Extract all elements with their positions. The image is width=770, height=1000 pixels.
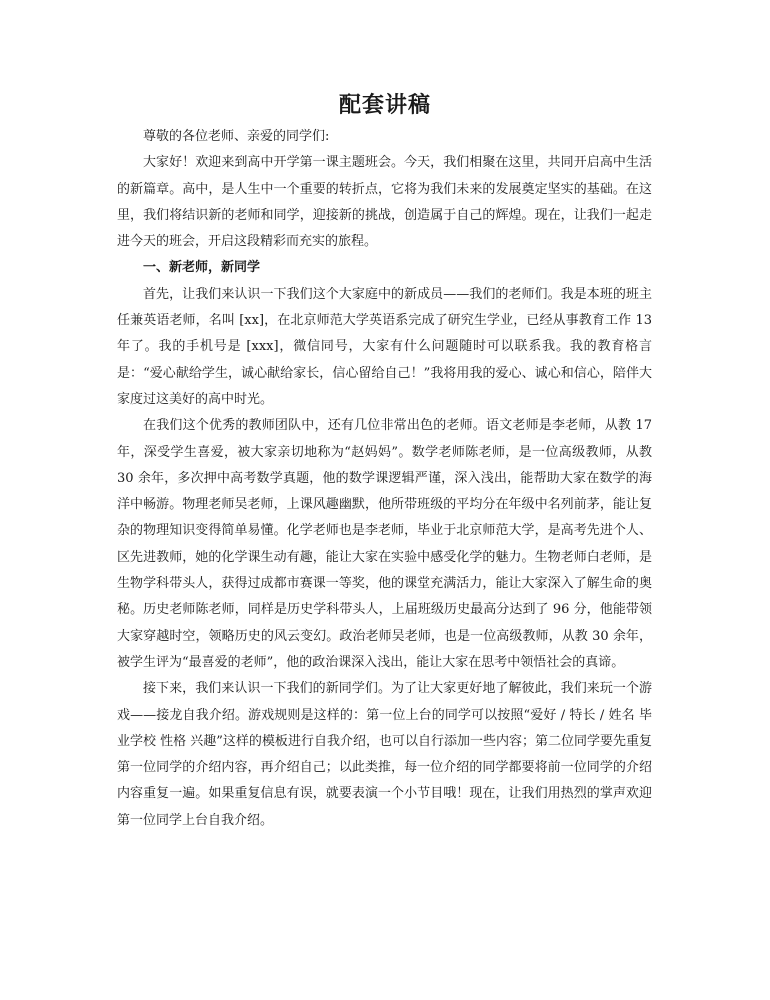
document-title: 配套讲稿 [338, 92, 431, 118]
intro-paragraph: 大家好！欢迎来到高中开学第一课主题班会。今天，我们相聚在这里，共同开启高中生活的新篇章。高中，是人生中一个重要的转折点，它将为我们未来的发展奠定坚实的基础。在这里，我们将结识新的老师和同学，迎接新的挑战，创造属于自己的辉煌。现在，让我们一起走进今天的班会，开启这段精彩而充实的旅程。 [117, 155, 652, 250]
student-intro-paragraph: 接下来，我们来认识一下我们的新同学们。为了让大家更好地了解彼此，我们来玩一个游戏——接龙自我介绍。游戏规则是这样的：第一位上台的同学可以按照“爱好 / 特长 / 姓名 毕业学校 性格 兴趣”这样的模板进行自我介绍，也可以自行添加一些内容；第二位同学要先重复第一位同学的介绍内容，再介绍自己；以此类推，每一位介绍的同学都要将前一位同学的介绍内容重复一遍。如果重复信息有误，就要表演一个小节目哦！现在，让我们用热烈的掌声欢迎第一位同学上台自我介绍。 [117, 681, 652, 828]
section-heading: 一、新老师，新同学 [143, 260, 261, 276]
document-body [117, 124, 652, 834]
teacher-intro-paragraph: 首先，让我们来认识一下我们这个大家庭中的新成员——我们的老师们。我是本班的班主任兼英语老师，名叫 [xx]，在北京师范大学英语系完成了研究生学业，已经从事教育工作 13 年了。我的手机号是 [xxx]，微信同号，大家有什么问题随时可以联系我。我的教育格言是：“爱心献给学生，诚心献给家长，信心留给自己！”我将用我的爱心、诚心和信心，陪伴大家度过这美好的高中时光。 [117, 286, 652, 407]
teacher-team-paragraph: 在我们这个优秀的教师团队中，还有几位非常出色的老师。语文老师是李老师，从教 17 年，深受学生喜爱，被大家亲切地称为“赵妈妈”。数学老师陈老师，是一位高级教师，从教 30 余年，多次押中高考数学真题，他的数学课逻辑严谨，深入浅出，能帮助大家在数学的海洋中畅游。物理老师吴老师，上课风趣幽默，他所带班级的平均分在年级中名列前茅，能让复杂的物理知识变得简单易懂。化学老师也是李老师，毕业于北京师范大学，是高考先进个人、区先进教师，她的化学课生动有趣，能让大家在实验中感受化学的魅力。生物老师白老师，是生物学科带头人，获得过成都市赛课一等奖，他的课堂充满活力，能让大家深入了解生命的奥秘。历史老师陈老师，同样是历史学科带头人，上届班级历史最高分达到了 96 分，他能带领大家穿越时空，领略历史的风云变幻。政治老师吴老师，也是一位高级教师，从教 30 余年，被学生评为“最喜爱的老师”，他的政治课深入浅出，能让大家在思考中领悟社会的真谛。 [117, 418, 652, 670]
greeting-line: 尊敬的各位老师、亲爱的同学们: [143, 129, 330, 144]
